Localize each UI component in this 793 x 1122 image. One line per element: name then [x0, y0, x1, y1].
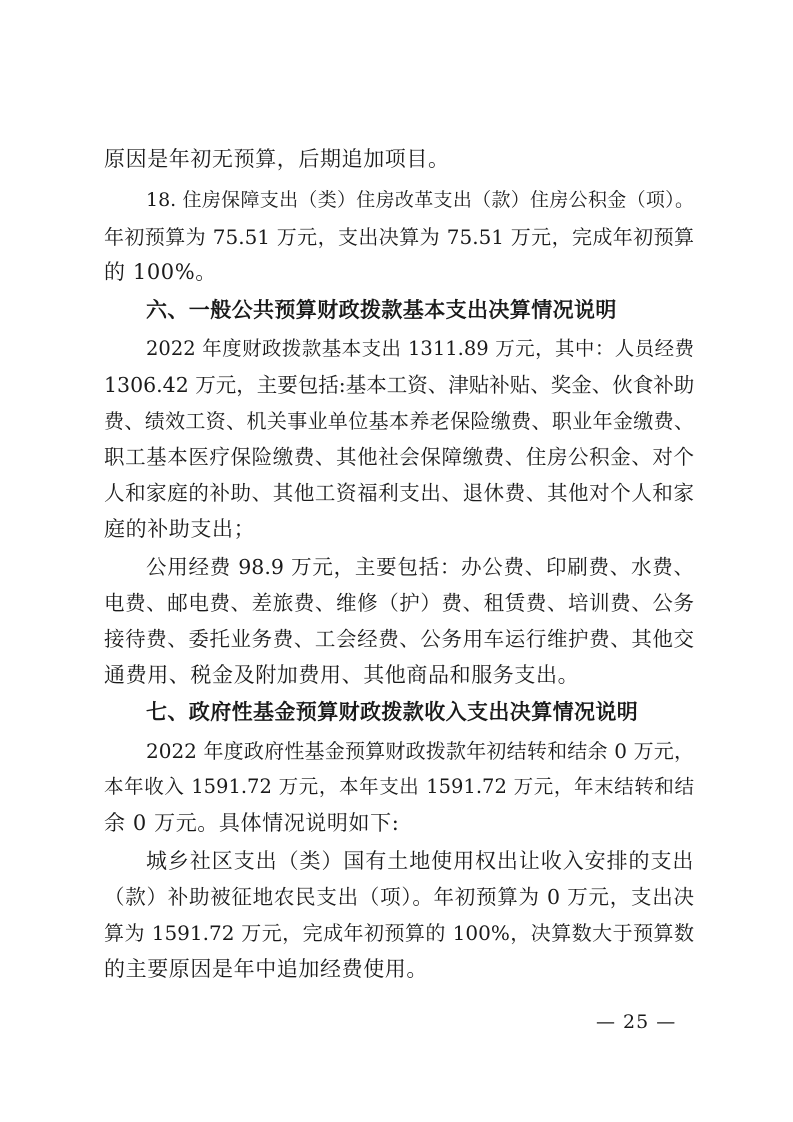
paragraph-line: 通费用、税金及附加费用、其他商品和服务支出。 — [104, 663, 580, 687]
paragraph-line: 的 100%。 — [104, 260, 217, 284]
paragraph-line: 职工基本医疗保险缴费、其他社会保障缴费、住房公积金、对个 — [104, 445, 694, 469]
paragraph-line: 原因是年初无预算，后期追加项目。 — [104, 147, 450, 171]
paragraph-line: 费、绩效工资、机关事业单位基本养老保险缴费、职业年金缴费、 — [104, 409, 694, 433]
paragraph-line: 本年收入 1591.72 万元，本年支出 1591.72 万元，年末结转和结 — [104, 775, 694, 798]
page-number: — 25 — — [596, 1011, 677, 1033]
paragraph-line: （款）补助被征地农民支出（项）。年初预算为 0 万元，支出决 — [104, 885, 694, 909]
paragraph-line: 人和家庭的补助、其他工资福利支出、退休费、其他对个人和家 — [104, 481, 694, 505]
section-heading-7: 七、政府性基金预算财政拨款收入支出决算情况说明 — [146, 700, 639, 724]
paragraph-line: 2022 年度政府性基金预算财政拨款年初结转和结余 0 万元， — [146, 739, 694, 763]
paragraph-line: 1306.42 万元，主要包括:基本工资、津贴补贴、奖金、伙食补助 — [104, 373, 695, 397]
paragraph-line: 电费、邮电费、差旅费、维修（护）费、租赁费、培训费、公务 — [104, 591, 694, 615]
paragraph-line: 年初预算为 75.51 万元，支出决算为 75.51 万元，完成年初预算 — [104, 225, 694, 249]
paragraph-line: 接待费、委托业务费、工会经费、公务用车运行维护费、其他交 — [104, 627, 694, 651]
paragraph-line: 算为 1591.72 万元，完成年初预算的 100%，决算数大于预算数 — [104, 921, 694, 945]
paragraph-line: 城乡社区支出（类）国有土地使用权出让收入安排的支出 — [146, 849, 694, 873]
section-heading-6: 六、一般公共预算财政拨款基本支出决算情况说明 — [146, 298, 617, 322]
paragraph-line: 余 0 万元。具体情况说明如下: — [104, 811, 400, 835]
paragraph-line: 2022 年度财政拨款基本支出 1311.89 万元，其中：人员经费 — [146, 337, 694, 360]
paragraph-line: 的主要原因是年中追加经费使用。 — [104, 957, 428, 981]
paragraph-line: 18. 住房保障支出（类）住房改革支出（款）住房公积金（项）。 — [146, 189, 694, 211]
paragraph-line: 公用经费 98.9 万元，主要包括：办公费、印刷费、水费、 — [146, 555, 694, 579]
paragraph-line: 庭的补助支出； — [104, 517, 256, 541]
